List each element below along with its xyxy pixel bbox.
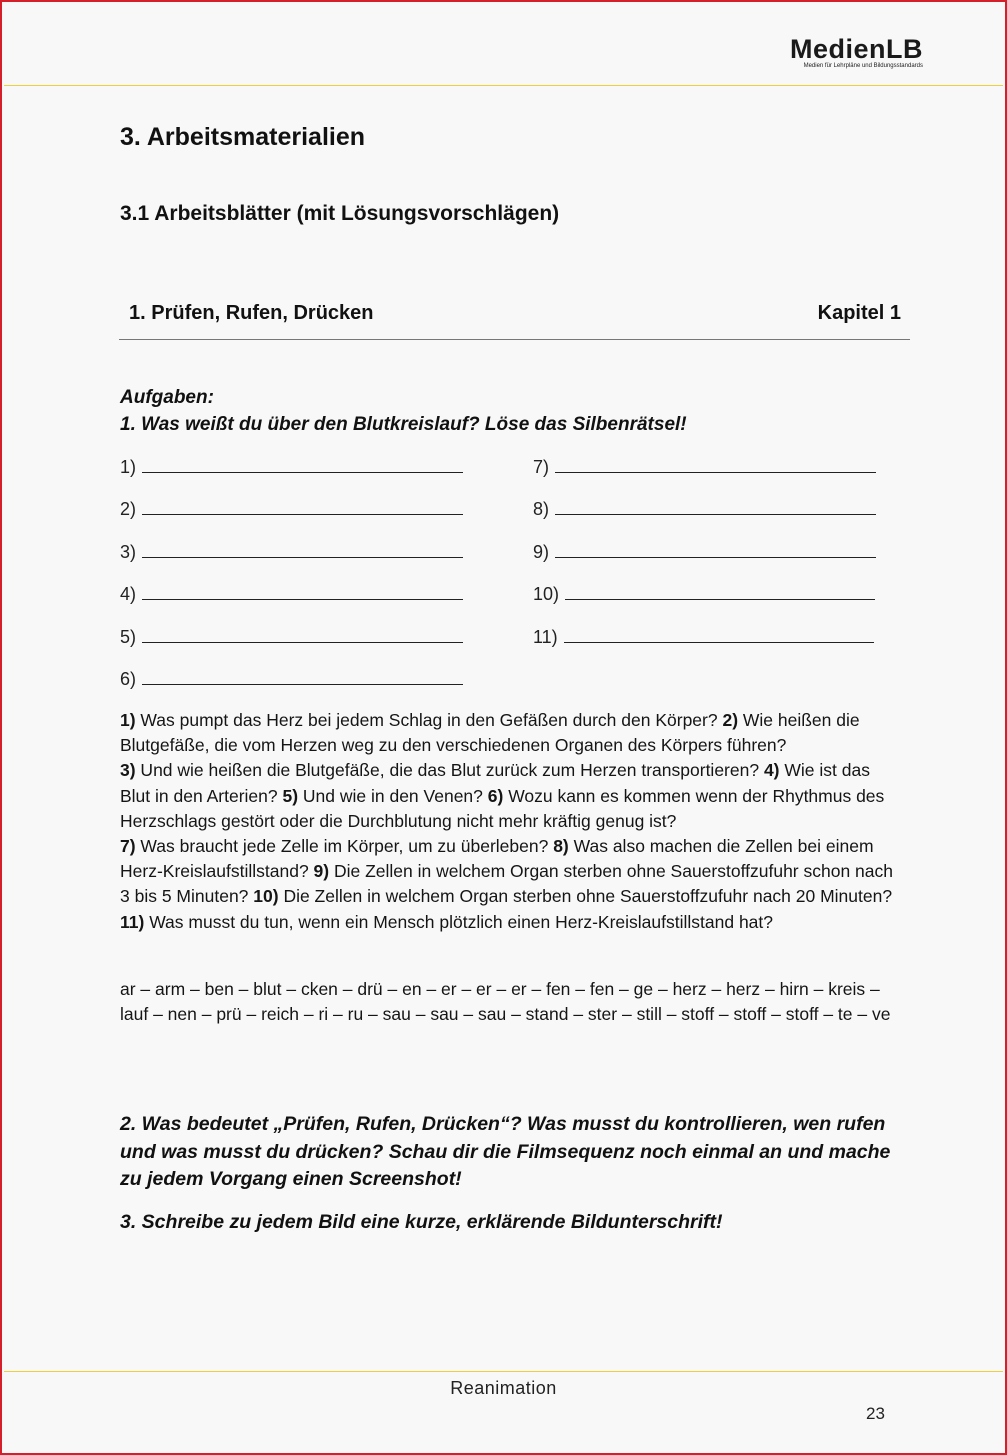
answer-blank[interactable]	[120, 541, 463, 563]
question-number: 8)	[553, 836, 569, 857]
syllable-list: ar – arm – ben – blut – cken – drü – en – er – er – er – fen – fen – ge – herz – herz – hirn – kreis – lauf – nen – prü – reich – ri – ru – sau – sau – sau – stand – ster – still – stoff – stoff – stoff – te – ve	[120, 979, 891, 1025]
answer-line	[142, 498, 463, 515]
answer-blank[interactable]	[120, 583, 463, 605]
question-text: Die Zellen in welchem Organ sterben ohne Sauerstoffzufuhr schon nach 3 bis 5 Minuten?	[120, 861, 893, 907]
blank-number: 4)	[120, 584, 137, 604]
question-text: Was braucht jede Zelle im Körper, um zu überleben?	[135, 836, 554, 857]
answer-blank[interactable]	[120, 626, 463, 648]
answer-line	[142, 583, 463, 600]
footer-title: Reanimation	[450, 1378, 557, 1398]
task-3: 3. Schreibe zu jedem Bild eine kurze, erklärende Bildunterschrift!	[120, 1211, 723, 1233]
blank-number: 2)	[120, 499, 137, 519]
question-text: Wie ist das Blut in den Arterien?	[120, 760, 870, 806]
question-number: 11)	[120, 911, 145, 932]
medienlb-logo	[790, 36, 923, 69]
tasks-label: Aufgaben:	[120, 387, 214, 408]
question-text: Die Zellen in welchem Organ sterben ohne Sauerstoffzufuhr nach 20 Minuten?	[278, 886, 893, 907]
answer-line	[555, 498, 876, 515]
logo-wordmark: MedienLB	[789, 34, 923, 64]
questions-paragraph	[120, 708, 900, 935]
blank-number: 1)	[120, 457, 137, 477]
blank-number: 8)	[533, 499, 550, 519]
question-text: Und wie heißen die Blutgefäße, die das Blut zurück zum Herzen transportieren?	[135, 760, 764, 781]
task-block	[120, 384, 687, 438]
question-number: 10)	[253, 886, 279, 907]
question-text: Was pumpt das Herz bei jedem Schlag in den Gefäßen durch den Körper?	[135, 710, 723, 730]
blank-number: 11)	[533, 627, 558, 647]
answer-blank[interactable]	[533, 626, 874, 648]
chapter-label: Kapitel 1	[817, 302, 901, 324]
section-divider	[119, 339, 910, 340]
question-number: 9)	[313, 861, 330, 882]
answer-line	[142, 626, 463, 643]
question-number: 6)	[487, 785, 504, 806]
page-title: 3. Arbeitsmaterialien	[120, 123, 366, 151]
blank-number: 6)	[120, 669, 137, 689]
question-number: 7)	[120, 836, 136, 857]
answer-blank[interactable]	[533, 541, 876, 563]
question-number: 2)	[722, 710, 739, 730]
question-text: Wozu kann es kommen wenn der Rhythmus des Herzschlags gestört oder die Durchblutung nicht mehr kräftig genug ist?	[120, 785, 885, 831]
blank-number: 9)	[533, 542, 550, 562]
question-number: 3)	[120, 760, 136, 781]
answer-blank[interactable]	[120, 498, 463, 520]
question-number: 5)	[282, 785, 299, 806]
answer-line	[555, 541, 876, 558]
question-text: Was also machen die Zellen bei einem Herz-Kreislaufstillstand?	[120, 836, 874, 882]
logo-tagline: Medien für Lehrpläne und Bildungsstandards	[803, 63, 923, 69]
question-text: Und wie in den Venen?	[298, 785, 488, 806]
answer-line	[142, 541, 463, 558]
answer-blank[interactable]	[120, 668, 463, 690]
question-number: 4)	[763, 760, 780, 781]
blank-number: 5)	[120, 627, 137, 647]
answer-blank[interactable]	[533, 456, 876, 478]
answer-line	[555, 456, 876, 473]
task-1: 1. Was weißt du über den Blutkreislauf? Löse das Silbenrätsel!	[120, 414, 687, 435]
question-number: 1)	[120, 710, 136, 730]
answer-blank[interactable]	[120, 456, 463, 478]
section-title: 1. Prüfen, Rufen, Drücken	[129, 302, 374, 324]
answer-line	[565, 583, 875, 600]
footer-rule	[4, 1371, 1003, 1372]
task-2: 2. Was bedeutet „Prüfen, Rufen, Drücken“? Was musst du kontrollieren, wen rufen und was musst du drücken? Schau dir die Filmsequenz noch einmal an und mache zu jedem Vorgang einen Screenshot!	[120, 1113, 891, 1190]
answer-blank[interactable]	[533, 498, 876, 520]
header-rule	[4, 85, 1003, 86]
answer-line	[564, 626, 874, 643]
blank-number: 7)	[533, 457, 550, 477]
page-number: 23	[866, 1404, 885, 1423]
answer-blank[interactable]	[533, 583, 875, 605]
blank-number: 3)	[120, 542, 137, 562]
page-subtitle: 3.1 Arbeitsblätter (mit Lösungsvorschlägen)	[120, 202, 560, 225]
answer-line	[142, 456, 463, 473]
answer-line	[142, 668, 463, 685]
blank-number: 10)	[533, 584, 560, 604]
question-text: Wie heißen die Blutgefäße, die vom Herzen weg zu den verschiedenen Organen des Körpers führen?	[120, 710, 860, 756]
question-text: Was musst du tun, wenn ein Mensch plötzlich einen Herz-Kreislaufstillstand hat?	[144, 911, 774, 932]
